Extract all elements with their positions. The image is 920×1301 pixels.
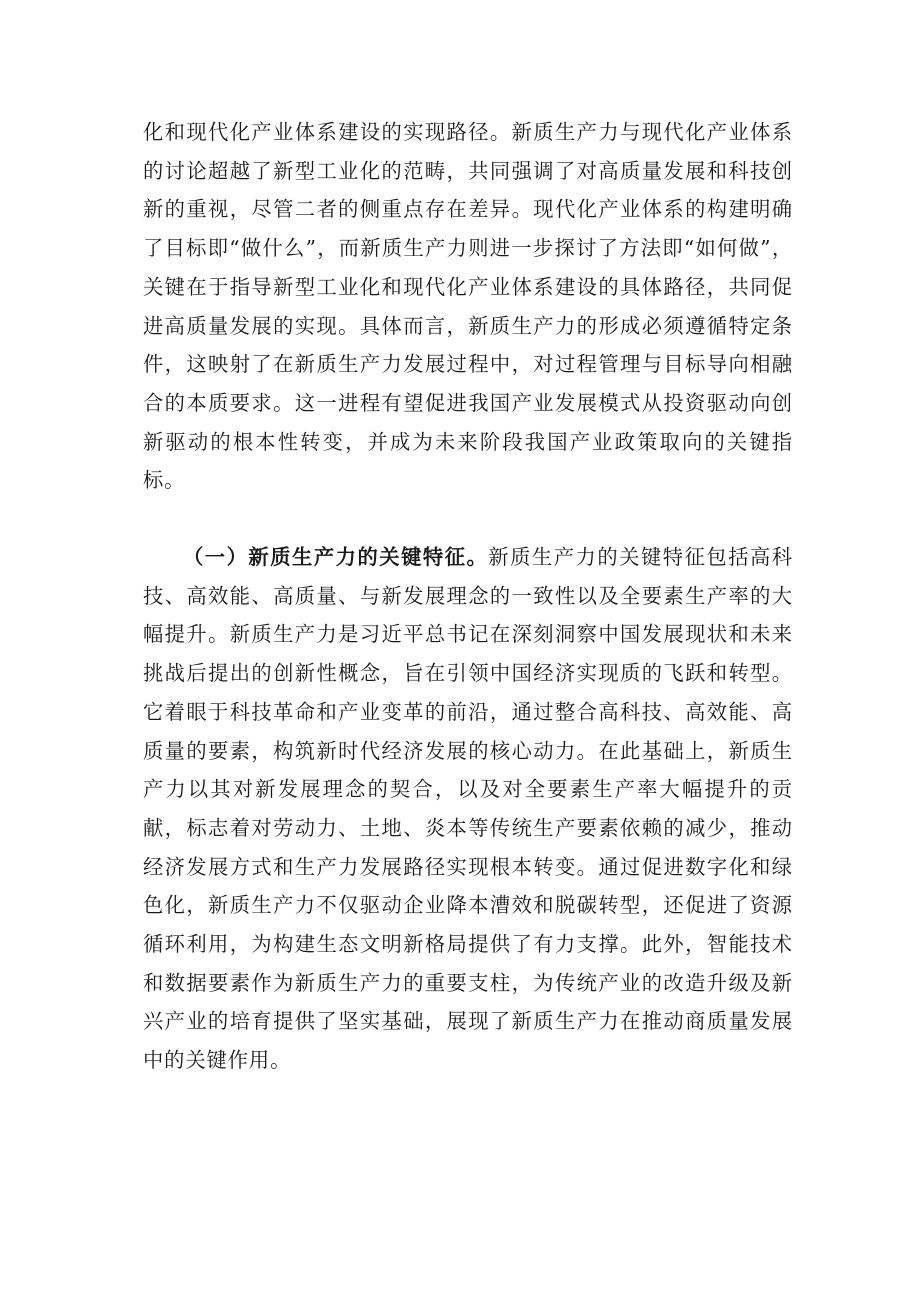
section-paragraph [143, 538, 793, 1080]
section-heading: （一）新质生产力的关键特征。 [183, 545, 489, 570]
paragraph-text: 化和现代化产业体系建设的实现路径。新质生产力与现代化产业体系的讨论超越了新型工业化的范畴，共同强调了对高质量发展和科技创新的重视，尽管二者的侧重点存在差异。现代化产业体系的构建明确了目标即“做什么”，而新质生产力则进一步探讨了方法即“如何做”，关键在于指导新型工业化和现代化产业体系建设的具体路径，共同促进高质量发展的实现。具体而言，新质生产力的形成必须遵循特定条件，这映射了在新质生产力发展过程中，对过程管理与目标导向相融合的本质要求。这一进程有望促进我国产业发展模式从投资驱动向创新驱动的根本性转变，并成为未来阶段我国产业政策取向的关键指标。 [143, 120, 793, 493]
paragraph-text: 新质生产力的关键特征包括高科技、高效能、高质量、与新发展理念的一致性以及全要素生产率的大幅提升。新质生产力是习近平总书记在深刻洞察中国发展现状和未来挑战后提出的创新性概念，旨在引领中国经济实现质的飞跃和转型。它着眼于科技革命和产业变革的前沿，通过整合高科技、高效能、高质量的要素，构筑新时代经济发展的核心动力。在此基础上，新质生产力以其对新发展理念的契合，以及对全要素生产率大幅提升的贡献，标志着对劳动力、土地、炎本等传统生产要素依赖的减少，推动经济发展方式和生产力发展路径实现根本转变。通过促进数字化和绿色化，新质生产力不仅驱动企业降本漕效和脱碳转型，还促进了资源循环利用，为构建生态文明新格局提供了有力支撑。此外，智能技术和数据要素作为新质生产力的重要支柱，为传统产业的改造升级及新兴产业的培育提供了坚实基础，展现了新质生产力在推动商质量发展中的关键作用。 [143, 545, 793, 1073]
body-paragraph [143, 113, 793, 500]
document-page [143, 113, 793, 1080]
